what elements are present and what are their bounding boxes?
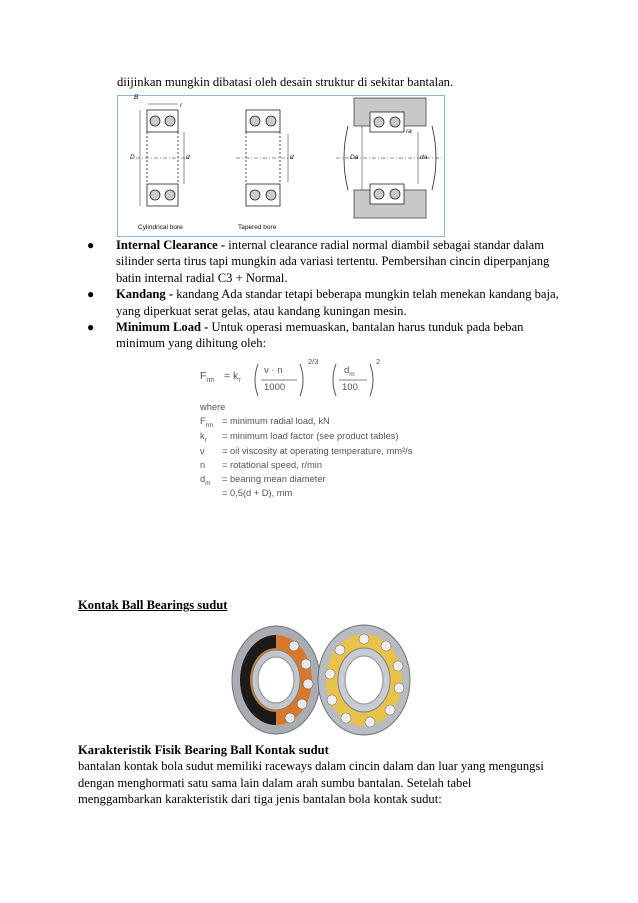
cylindrical-bore-caption: Cylindrical bore xyxy=(138,224,183,231)
formula-def-row: $d_m$ = bearing mean diameter xyxy=(200,474,326,487)
dimension-Da-label: Da xyxy=(350,154,359,161)
bullet-icon: ● xyxy=(87,287,95,302)
dimension-ra-label: ra xyxy=(406,128,412,135)
formula-lhs: $F_{rm}$ xyxy=(200,370,215,385)
body-text-line: diijinkan mungkin dibatasi oleh desain struktur di sekitar bantalan. xyxy=(117,75,454,89)
list-item-text: kandang Ada standar tetapi beberapa mungkin telah menekan kandang baja, yang diperkuat serat gelas, atau kandang kuningan mesin. xyxy=(116,287,559,318)
formula-num2: $d_m$ xyxy=(344,365,355,378)
formula-num1: ν · n xyxy=(264,365,283,376)
formula-den2: 100 xyxy=(342,382,358,393)
bullet-icon: ● xyxy=(87,238,95,252)
dimension-r-label: r xyxy=(180,102,183,109)
formula-where: where xyxy=(200,402,226,412)
dimension-da-label: da xyxy=(420,154,428,161)
formula-def-row: ν = oil viscosity at operating temperature, mm²/s xyxy=(200,446,413,456)
formula-den1: 1000 xyxy=(264,382,286,393)
list-item xyxy=(78,319,568,352)
paragraph-line: dengan menghormati satu sama lain dalam arah sumbu bantalan. Setelah tabel xyxy=(78,776,472,790)
formula-def-row: $F_{rm}$ = minimum radial load, kN xyxy=(200,416,330,429)
section-heading: Kontak Ball Bearings sudut xyxy=(78,598,228,612)
bearing-cross-section-figure xyxy=(117,95,445,237)
properties-list xyxy=(78,237,568,352)
list-item-text: Untuk operasi memuaskan, bantalan harus tunduk pada beban minimum yang dihitung oleh: xyxy=(116,320,524,351)
dimension-D-label: D xyxy=(130,154,135,161)
formula-def-row: $k_r$ = minimum load factor (see product tables) xyxy=(200,431,399,444)
list-item-term: Kandang - xyxy=(116,287,174,302)
list-item xyxy=(78,286,568,319)
dimension-B-label: B xyxy=(134,94,139,101)
list-item-text: internal clearance radial normal diambil sebagai standar dalam silinder serta tirus tapi mungkin ada variasi tertentu. Pembersihan cincin diperpanjang batin internal radial C3 + Normal. xyxy=(116,238,550,285)
formula-def-row: n = rotational speed, r/min xyxy=(200,460,322,470)
formula-exp2: 2 xyxy=(376,357,381,366)
dimension-d-tapered-label: d xyxy=(290,154,294,161)
list-item-term: Internal Clearance - xyxy=(116,238,226,252)
list-item-term: Minimum Load - xyxy=(116,320,209,335)
formula-def-row: = 0,5(d + D), mm xyxy=(222,488,293,498)
list-item xyxy=(78,237,568,286)
sub-heading: Karakteristik Fisik Bearing Ball Kontak sudut xyxy=(78,743,329,757)
bearing-drawing xyxy=(118,96,444,236)
formula-kr: = $k_r$ xyxy=(224,370,241,385)
dimension-d-label: d xyxy=(186,154,190,161)
minimum-load-formula xyxy=(190,357,460,510)
bullet-icon: ● xyxy=(87,320,95,335)
formula-exp1: 2/3 xyxy=(308,357,319,366)
paragraph-line: menggambarkan karakteristik dari tiga jenis bantalan bola kontak sudut: xyxy=(78,792,442,806)
paragraph-line: bantalan kontak bola sudut memiliki raceways dalam cincin dalam dan luar yang mengungsi xyxy=(78,759,544,773)
tapered-bore-caption: Tapered bore xyxy=(238,224,277,231)
angular-contact-bearings-photo xyxy=(228,622,414,738)
